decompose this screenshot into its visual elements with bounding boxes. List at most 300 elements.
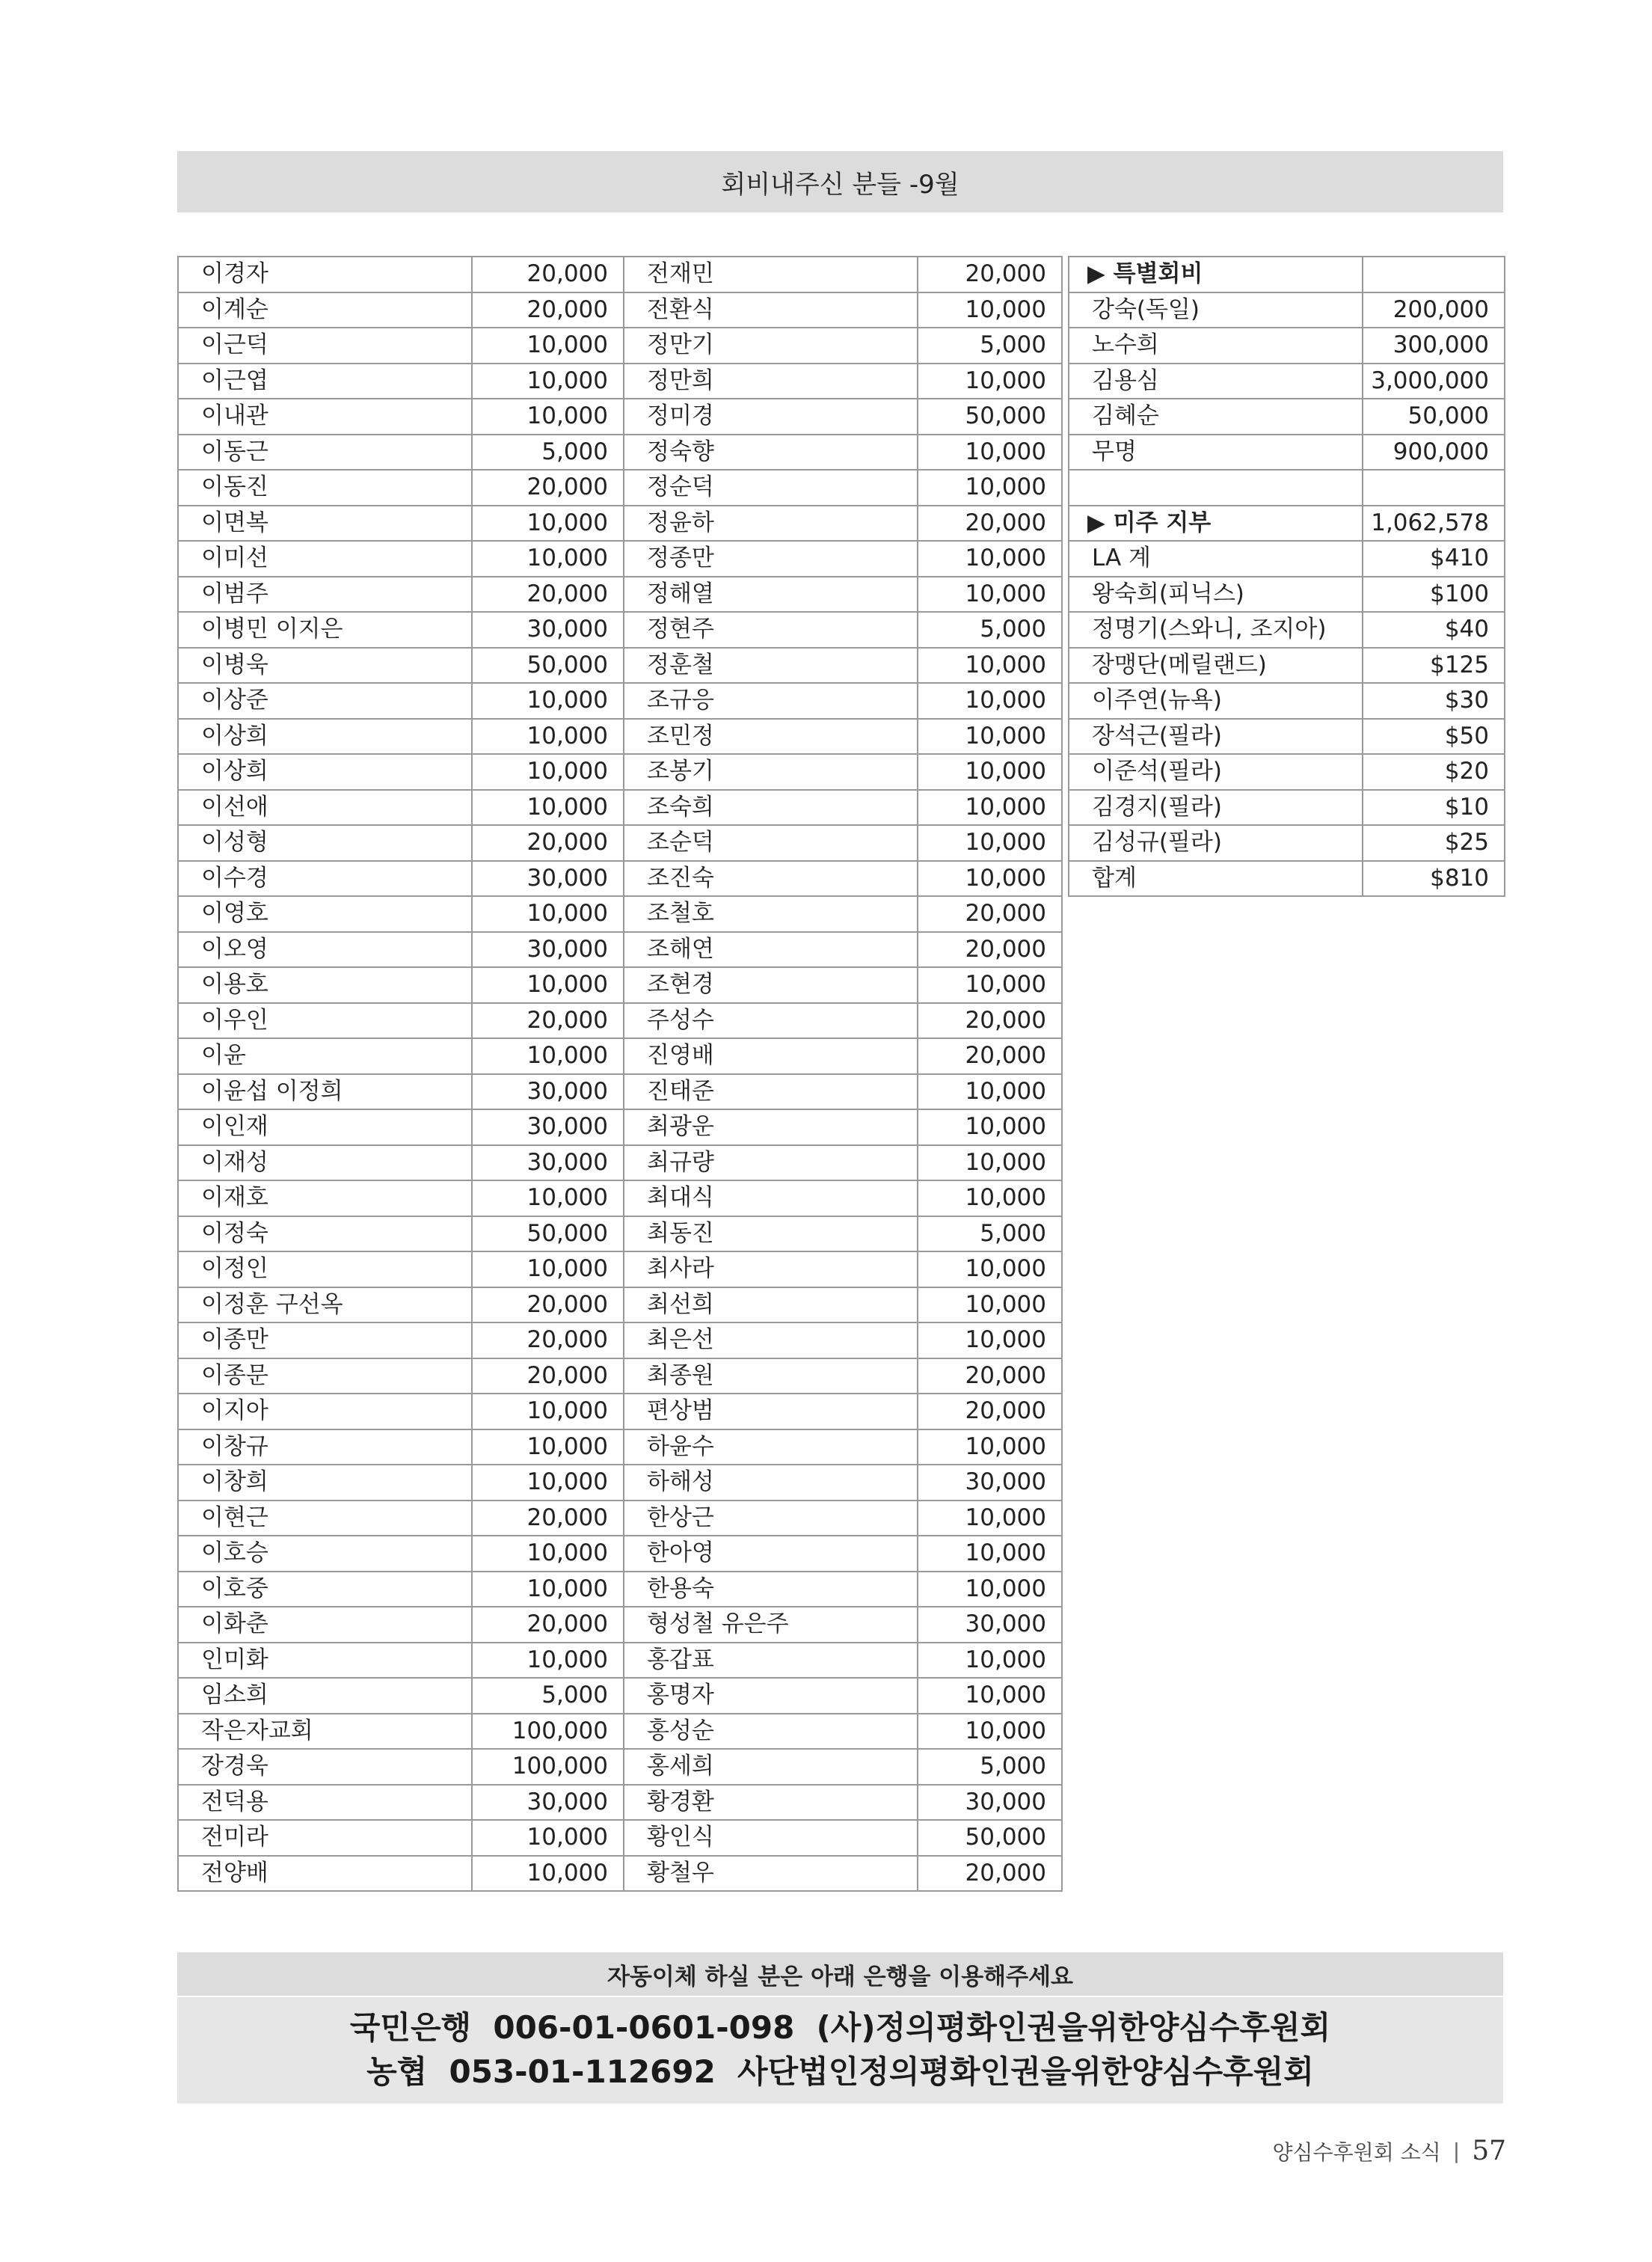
donation-amount-cell: 200,000 <box>1363 292 1505 328</box>
donor-name-cell: 이오영 <box>178 932 472 968</box>
table-row <box>1069 790 1505 826</box>
donation-amount-cell: 20,000 <box>472 577 624 613</box>
donation-amount-cell: $125 <box>1363 648 1505 684</box>
donor-name-cell: 이정인 <box>178 1251 472 1287</box>
donor-name-cell: 장맹단(메릴랜드) <box>1069 648 1363 684</box>
donation-amount-cell: 30,000 <box>472 1145 624 1181</box>
donor-name-cell: 김혜순 <box>1069 399 1363 435</box>
table-row <box>624 1714 1062 1750</box>
table-row <box>178 1216 624 1252</box>
donation-amount-cell: 30,000 <box>472 1785 624 1821</box>
donation-amount-cell: 10,000 <box>472 1180 624 1216</box>
donor-name-cell: 이준석(필라) <box>1069 754 1363 790</box>
donation-amount-cell: 20,000 <box>472 470 624 506</box>
table-row <box>178 435 624 471</box>
donor-name-cell: 이윤섭 이정희 <box>178 1074 472 1110</box>
donation-amount-cell: 30,000 <box>472 1109 624 1145</box>
donor-name-cell: 이병욱 <box>178 648 472 684</box>
donation-amount-cell: 20,000 <box>918 1394 1062 1429</box>
bank-account-nh: 농협 053-01-112692 사단법인정의평화인권을위한양심수후원회 <box>366 2053 1314 2090</box>
table-row <box>178 1643 624 1679</box>
donor-name-cell: 이면복 <box>178 506 472 542</box>
table-row <box>178 257 624 292</box>
donor-name-cell: 이미선 <box>178 541 472 577</box>
donor-name-cell: 조진숙 <box>624 861 918 897</box>
donor-name-cell: 정해열 <box>624 577 918 613</box>
donor-name-cell: 정만희 <box>624 364 918 399</box>
donor-name-cell: 이내관 <box>178 399 472 435</box>
table-row <box>178 292 624 328</box>
table-row <box>624 612 1062 648</box>
donation-amount-cell: 10,000 <box>918 825 1062 861</box>
donor-name-cell: 황인식 <box>624 1820 918 1856</box>
donor-name-cell: 이지아 <box>178 1394 472 1429</box>
donation-amount-cell: 5,000 <box>918 612 1062 648</box>
donation-amount-cell: 10,000 <box>472 683 624 719</box>
donation-amount-cell: 10,000 <box>918 754 1062 790</box>
table-row <box>624 1856 1062 1892</box>
donation-amount-cell: 10,000 <box>918 1501 1062 1536</box>
donation-amount-cell: 10,000 <box>918 861 1062 897</box>
table-row <box>178 861 624 897</box>
donor-name-cell: 정순덕 <box>624 470 918 506</box>
table-row <box>1069 825 1505 861</box>
table-row <box>624 896 1062 932</box>
table-row <box>178 1145 624 1181</box>
donation-amount-cell: 10,000 <box>472 967 624 1003</box>
donor-name-cell: 주성수 <box>624 1003 918 1039</box>
donation-amount-cell: 10,000 <box>918 1109 1062 1145</box>
donation-amount-cell: 10,000 <box>472 1429 624 1465</box>
donation-amount-cell <box>1363 257 1505 292</box>
donation-amount-cell: 20,000 <box>472 1322 624 1358</box>
donor-name-cell: 최광운 <box>624 1109 918 1145</box>
donation-amount-cell: 10,000 <box>918 1429 1062 1465</box>
donor-name-cell: 이선애 <box>178 790 472 826</box>
donation-amount-cell: 10,000 <box>918 967 1062 1003</box>
donor-name-cell: 이계순 <box>178 292 472 328</box>
donation-amount-cell: 10,000 <box>472 1536 624 1572</box>
donor-name-cell: 이주연(뉴욕) <box>1069 683 1363 719</box>
donation-amount-cell: 10,000 <box>472 719 624 755</box>
table-row <box>178 506 624 542</box>
table-row <box>624 1501 1062 1536</box>
donor-name-cell: 조현경 <box>624 967 918 1003</box>
table-row <box>178 825 624 861</box>
table-row <box>178 790 624 826</box>
donor-name-cell: 전미라 <box>178 1820 472 1856</box>
donor-name-cell: 조민정 <box>624 719 918 755</box>
donor-name-cell: 최사라 <box>624 1251 918 1287</box>
section-heading-cell: ▶ 특별회비 <box>1069 257 1363 292</box>
donation-amount-cell: 3,000,000 <box>1363 364 1505 399</box>
table-row <box>178 612 624 648</box>
table-row <box>624 967 1062 1003</box>
donor-name-cell: 정명기(스와니, 조지아) <box>1069 612 1363 648</box>
donor-name-cell: 조숙희 <box>624 790 918 826</box>
donor-name-cell: 이우인 <box>178 1003 472 1039</box>
donation-amount-cell: $410 <box>1363 541 1505 577</box>
table-row <box>1069 328 1505 364</box>
donor-name-cell: 작은자교회 <box>178 1714 472 1750</box>
table-row <box>624 435 1062 471</box>
donation-amount-cell: 20,000 <box>472 1003 624 1039</box>
donation-amount-cell: $40 <box>1363 612 1505 648</box>
donation-amount-cell: $100 <box>1363 577 1505 613</box>
donation-amount-cell: 300,000 <box>1363 328 1505 364</box>
donor-name-cell: 정숙향 <box>624 435 918 471</box>
donation-amount-cell: 10,000 <box>472 328 624 364</box>
table-row <box>1069 257 1505 292</box>
donation-amount-cell: 20,000 <box>472 1501 624 1536</box>
donation-amount-cell: 10,000 <box>918 541 1062 577</box>
donor-name-cell: 최규량 <box>624 1145 918 1181</box>
autopay-notice-bar <box>177 1952 1503 1996</box>
donor-name-cell: 임소희 <box>178 1678 472 1714</box>
table-row <box>178 1287 624 1323</box>
donation-amount-cell: 10,000 <box>918 648 1062 684</box>
table-row <box>178 577 624 613</box>
donation-amount-cell: $30 <box>1363 683 1505 719</box>
donor-name-cell: 이재호 <box>178 1180 472 1216</box>
table-row <box>624 364 1062 399</box>
donor-name-cell: 이경자 <box>178 257 472 292</box>
donation-amount-cell: 10,000 <box>918 292 1062 328</box>
donation-amount-cell: 10,000 <box>472 1038 624 1074</box>
table-row <box>1069 683 1505 719</box>
donor-name-cell: 정윤하 <box>624 506 918 542</box>
donation-amount-cell: 10,000 <box>472 506 624 542</box>
table-row <box>178 1251 624 1287</box>
table-row <box>1069 292 1505 328</box>
donation-amount-cell: 20,000 <box>472 292 624 328</box>
table-row <box>624 683 1062 719</box>
donor-name-cell: 이근엽 <box>178 364 472 399</box>
donation-amount-cell: $810 <box>1363 861 1505 897</box>
donation-amount-cell: 30,000 <box>918 1465 1062 1501</box>
donor-name-cell: 이성형 <box>178 825 472 861</box>
donation-amount-cell <box>1363 470 1505 506</box>
donor-name-cell <box>1069 470 1363 506</box>
donation-amount-cell: 10,000 <box>472 541 624 577</box>
table-row <box>178 1074 624 1110</box>
donation-amount-cell: 50,000 <box>472 648 624 684</box>
table-row <box>178 470 624 506</box>
donation-amount-cell: 50,000 <box>918 1820 1062 1856</box>
donor-name-cell: 정훈철 <box>624 648 918 684</box>
table-row <box>624 790 1062 826</box>
table-row <box>178 1501 624 1536</box>
donor-name-cell: 이상준 <box>178 683 472 719</box>
donation-amount-cell: 10,000 <box>918 577 1062 613</box>
table-row <box>624 1607 1062 1643</box>
donor-name-cell: 이종문 <box>178 1358 472 1394</box>
donor-name-cell: 이상희 <box>178 754 472 790</box>
donation-amount-cell: 5,000 <box>918 1749 1062 1785</box>
table-row <box>624 1358 1062 1394</box>
table-row <box>178 1607 624 1643</box>
donor-name-cell: 이재성 <box>178 1145 472 1181</box>
donor-name-cell: 전덕용 <box>178 1785 472 1821</box>
table-row <box>624 1074 1062 1110</box>
donor-name-cell: 홍갑표 <box>624 1643 918 1679</box>
donation-amount-cell: 20,000 <box>918 932 1062 968</box>
donor-name-cell: 인미화 <box>178 1643 472 1679</box>
donor-name-cell: 홍세희 <box>624 1749 918 1785</box>
table-row <box>624 1287 1062 1323</box>
donor-name-cell: 진영배 <box>624 1038 918 1074</box>
donation-amount-cell: 10,000 <box>918 1074 1062 1110</box>
donation-amount-cell: 10,000 <box>472 790 624 826</box>
donor-name-cell: 이동근 <box>178 435 472 471</box>
table-row <box>1069 754 1505 790</box>
table-row <box>178 399 624 435</box>
donor-name-cell: 이화춘 <box>178 1607 472 1643</box>
table-row <box>624 1003 1062 1039</box>
table-row <box>178 1678 624 1714</box>
donation-amount-cell: 30,000 <box>918 1785 1062 1821</box>
donation-amount-cell: $50 <box>1363 719 1505 755</box>
donation-amount-cell: 20,000 <box>918 1856 1062 1892</box>
table-row <box>624 1572 1062 1607</box>
table-row <box>624 1785 1062 1821</box>
donation-amount-cell: 20,000 <box>472 1287 624 1323</box>
table-row <box>178 896 624 932</box>
table-row <box>1069 612 1505 648</box>
donor-name-cell: 정현주 <box>624 612 918 648</box>
donor-name-cell: 무명 <box>1069 435 1363 471</box>
donor-name-cell: 한상근 <box>624 1501 918 1536</box>
table-row <box>624 1251 1062 1287</box>
table-row <box>624 577 1062 613</box>
donor-name-cell: 이창규 <box>178 1429 472 1465</box>
donor-name-cell: 한아영 <box>624 1536 918 1572</box>
donor-name-cell: 이병민 이지은 <box>178 612 472 648</box>
table-row <box>178 1749 624 1785</box>
donor-name-cell: 장경욱 <box>178 1749 472 1785</box>
table-row <box>1069 648 1505 684</box>
donor-name-cell: 전재민 <box>624 257 918 292</box>
donation-amount-cell: 20,000 <box>472 825 624 861</box>
table-row <box>624 1216 1062 1252</box>
donation-amount-cell: 5,000 <box>472 435 624 471</box>
table-row <box>178 1180 624 1216</box>
donor-name-cell: 홍성순 <box>624 1714 918 1750</box>
table-row <box>624 1465 1062 1501</box>
table-row <box>178 1856 624 1892</box>
table-row <box>178 719 624 755</box>
table-row <box>624 932 1062 968</box>
donor-name-cell: 조봉기 <box>624 754 918 790</box>
table-row <box>178 1394 624 1429</box>
donation-amount-cell: 10,000 <box>918 1643 1062 1679</box>
donor-name-cell: 하윤수 <box>624 1429 918 1465</box>
donor-name-cell: 이수경 <box>178 861 472 897</box>
donor-name-cell: 정미경 <box>624 399 918 435</box>
donation-amount-cell: 10,000 <box>918 470 1062 506</box>
table-row <box>178 364 624 399</box>
donor-name-cell: 이범주 <box>178 577 472 613</box>
table-row <box>624 1394 1062 1429</box>
donation-amount-cell: 20,000 <box>918 896 1062 932</box>
page-number: 57 <box>1472 2136 1506 2166</box>
donation-amount-cell: 50,000 <box>1363 399 1505 435</box>
donor-name-cell: 김경지(필라) <box>1069 790 1363 826</box>
table-row <box>624 1145 1062 1181</box>
donation-amount-cell: 5,000 <box>918 1216 1062 1252</box>
table-row <box>624 292 1062 328</box>
donation-amount-cell: 10,000 <box>918 790 1062 826</box>
donation-amount-cell: 10,000 <box>472 364 624 399</box>
donor-name-cell: 정종만 <box>624 541 918 577</box>
donor-name-cell: 조철호 <box>624 896 918 932</box>
donation-amount-cell: 10,000 <box>918 683 1062 719</box>
table-row <box>624 1536 1062 1572</box>
table-row <box>624 719 1062 755</box>
publication-name: 양심수후원회 소식 <box>1272 2139 1441 2165</box>
donor-name-cell: 조순덕 <box>624 825 918 861</box>
donation-amount-cell: 5,000 <box>918 328 1062 364</box>
donation-amount-cell: $25 <box>1363 825 1505 861</box>
table-row <box>624 1429 1062 1465</box>
donation-amount-cell: 20,000 <box>918 506 1062 542</box>
donation-amount-cell: 10,000 <box>472 1820 624 1856</box>
table-row <box>1069 470 1505 506</box>
donor-name-cell: 조해연 <box>624 932 918 968</box>
donor-name-cell: 정만기 <box>624 328 918 364</box>
table-row <box>624 861 1062 897</box>
table-row <box>178 1536 624 1572</box>
donor-name-cell: 한용숙 <box>624 1572 918 1607</box>
table-row <box>624 1820 1062 1856</box>
table-row <box>178 1820 624 1856</box>
donor-name-cell: 편상범 <box>624 1394 918 1429</box>
table-row <box>624 1749 1062 1785</box>
donor-table-2 <box>623 256 1063 1892</box>
donor-name-cell: 합계 <box>1069 861 1363 897</box>
donation-amount-cell: 10,000 <box>918 1145 1062 1181</box>
table-row <box>624 1643 1062 1679</box>
donation-amount-cell: 30,000 <box>472 932 624 968</box>
table-row <box>624 1180 1062 1216</box>
table-row <box>178 754 624 790</box>
table-row <box>624 257 1062 292</box>
donor-name-cell: 김용심 <box>1069 364 1363 399</box>
table-row <box>624 399 1062 435</box>
donor-name-cell: 황철우 <box>624 1856 918 1892</box>
donor-name-cell: 최종원 <box>624 1358 918 1394</box>
donation-amount-cell: 10,000 <box>472 896 624 932</box>
donor-name-cell: 하해성 <box>624 1465 918 1501</box>
table-row <box>1069 861 1505 897</box>
donor-name-cell: 황경환 <box>624 1785 918 1821</box>
donor-name-cell: 형성철 유은주 <box>624 1607 918 1643</box>
table-row <box>178 1572 624 1607</box>
donation-amount-cell: 10,000 <box>918 1536 1062 1572</box>
donation-amount-cell: $10 <box>1363 790 1505 826</box>
donation-amount-cell: 30,000 <box>918 1607 1062 1643</box>
table-row <box>178 1322 624 1358</box>
table-row <box>1069 435 1505 471</box>
bank-account-kb: 국민은행 006-01-0601-098 (사)정의평화인권을위한양심수후원회 <box>349 2009 1331 2047</box>
table-row <box>178 1465 624 1501</box>
donor-name-cell: 왕숙희(피닉스) <box>1069 577 1363 613</box>
table-row <box>178 1714 624 1750</box>
donor-name-cell: 강숙(독일) <box>1069 292 1363 328</box>
table-row <box>624 506 1062 542</box>
donation-amount-cell: 10,000 <box>918 435 1062 471</box>
table-row <box>1069 399 1505 435</box>
donor-name-cell: 이인재 <box>178 1109 472 1145</box>
table-row <box>1069 577 1505 613</box>
donor-name-cell: 이현근 <box>178 1501 472 1536</box>
donor-name-cell: 노수희 <box>1069 328 1363 364</box>
donor-name-cell: 이동진 <box>178 470 472 506</box>
table-row <box>178 1109 624 1145</box>
autopay-notice: 자동이체 하실 분은 아래 은행을 이용해주세요 <box>607 1963 1073 1990</box>
table-row <box>624 754 1062 790</box>
donation-amount-cell: 20,000 <box>472 257 624 292</box>
donation-amount-cell: 10,000 <box>918 1678 1062 1714</box>
table-row <box>624 328 1062 364</box>
donation-amount-cell: $20 <box>1363 754 1505 790</box>
table-row <box>178 967 624 1003</box>
donation-amount-cell: 30,000 <box>472 861 624 897</box>
table-row <box>178 1003 624 1039</box>
donation-amount-cell: 10,000 <box>918 1322 1062 1358</box>
table-row <box>178 1429 624 1465</box>
footer-separator: | <box>1452 2139 1461 2163</box>
donation-amount-cell: 10,000 <box>472 754 624 790</box>
donor-name-cell: 이종만 <box>178 1322 472 1358</box>
page-footer <box>1272 2136 1506 2166</box>
donor-table-1 <box>177 256 624 1892</box>
donation-amount-cell: 900,000 <box>1363 435 1505 471</box>
section-title: 회비내주신 분들 -9월 <box>721 169 959 200</box>
donation-amount-cell: 20,000 <box>918 1038 1062 1074</box>
donation-amount-cell: 30,000 <box>472 1074 624 1110</box>
table-row <box>178 683 624 719</box>
donation-amount-cell: 10,000 <box>918 364 1062 399</box>
donor-name-cell: 김성규(필라) <box>1069 825 1363 861</box>
table-row <box>178 932 624 968</box>
donor-name-cell: 최대식 <box>624 1180 918 1216</box>
table-row <box>624 541 1062 577</box>
donation-amount-cell: 20,000 <box>918 1358 1062 1394</box>
donation-amount-cell: 50,000 <box>472 1216 624 1252</box>
donation-amount-cell: 10,000 <box>918 1572 1062 1607</box>
donation-amount-cell: 10,000 <box>472 1572 624 1607</box>
donor-name-cell: 이영호 <box>178 896 472 932</box>
table-row <box>1069 364 1505 399</box>
section-title-bar <box>177 151 1503 212</box>
donor-name-cell: 이윤 <box>178 1038 472 1074</box>
donor-name-cell: 이용호 <box>178 967 472 1003</box>
bank-account-box <box>177 1997 1503 2103</box>
table-row <box>178 1358 624 1394</box>
donation-amount-cell: 10,000 <box>472 1251 624 1287</box>
table-row <box>624 1322 1062 1358</box>
table-row <box>178 541 624 577</box>
donor-name-cell: 장석근(필라) <box>1069 719 1363 755</box>
table-row <box>624 825 1062 861</box>
donation-amount-cell: 10,000 <box>472 1856 624 1892</box>
donor-name-cell: 이근덕 <box>178 328 472 364</box>
donor-name-cell: 이창희 <box>178 1465 472 1501</box>
table-row <box>178 1785 624 1821</box>
donor-name-cell: 전환식 <box>624 292 918 328</box>
donation-amount-cell: 20,000 <box>472 1607 624 1643</box>
